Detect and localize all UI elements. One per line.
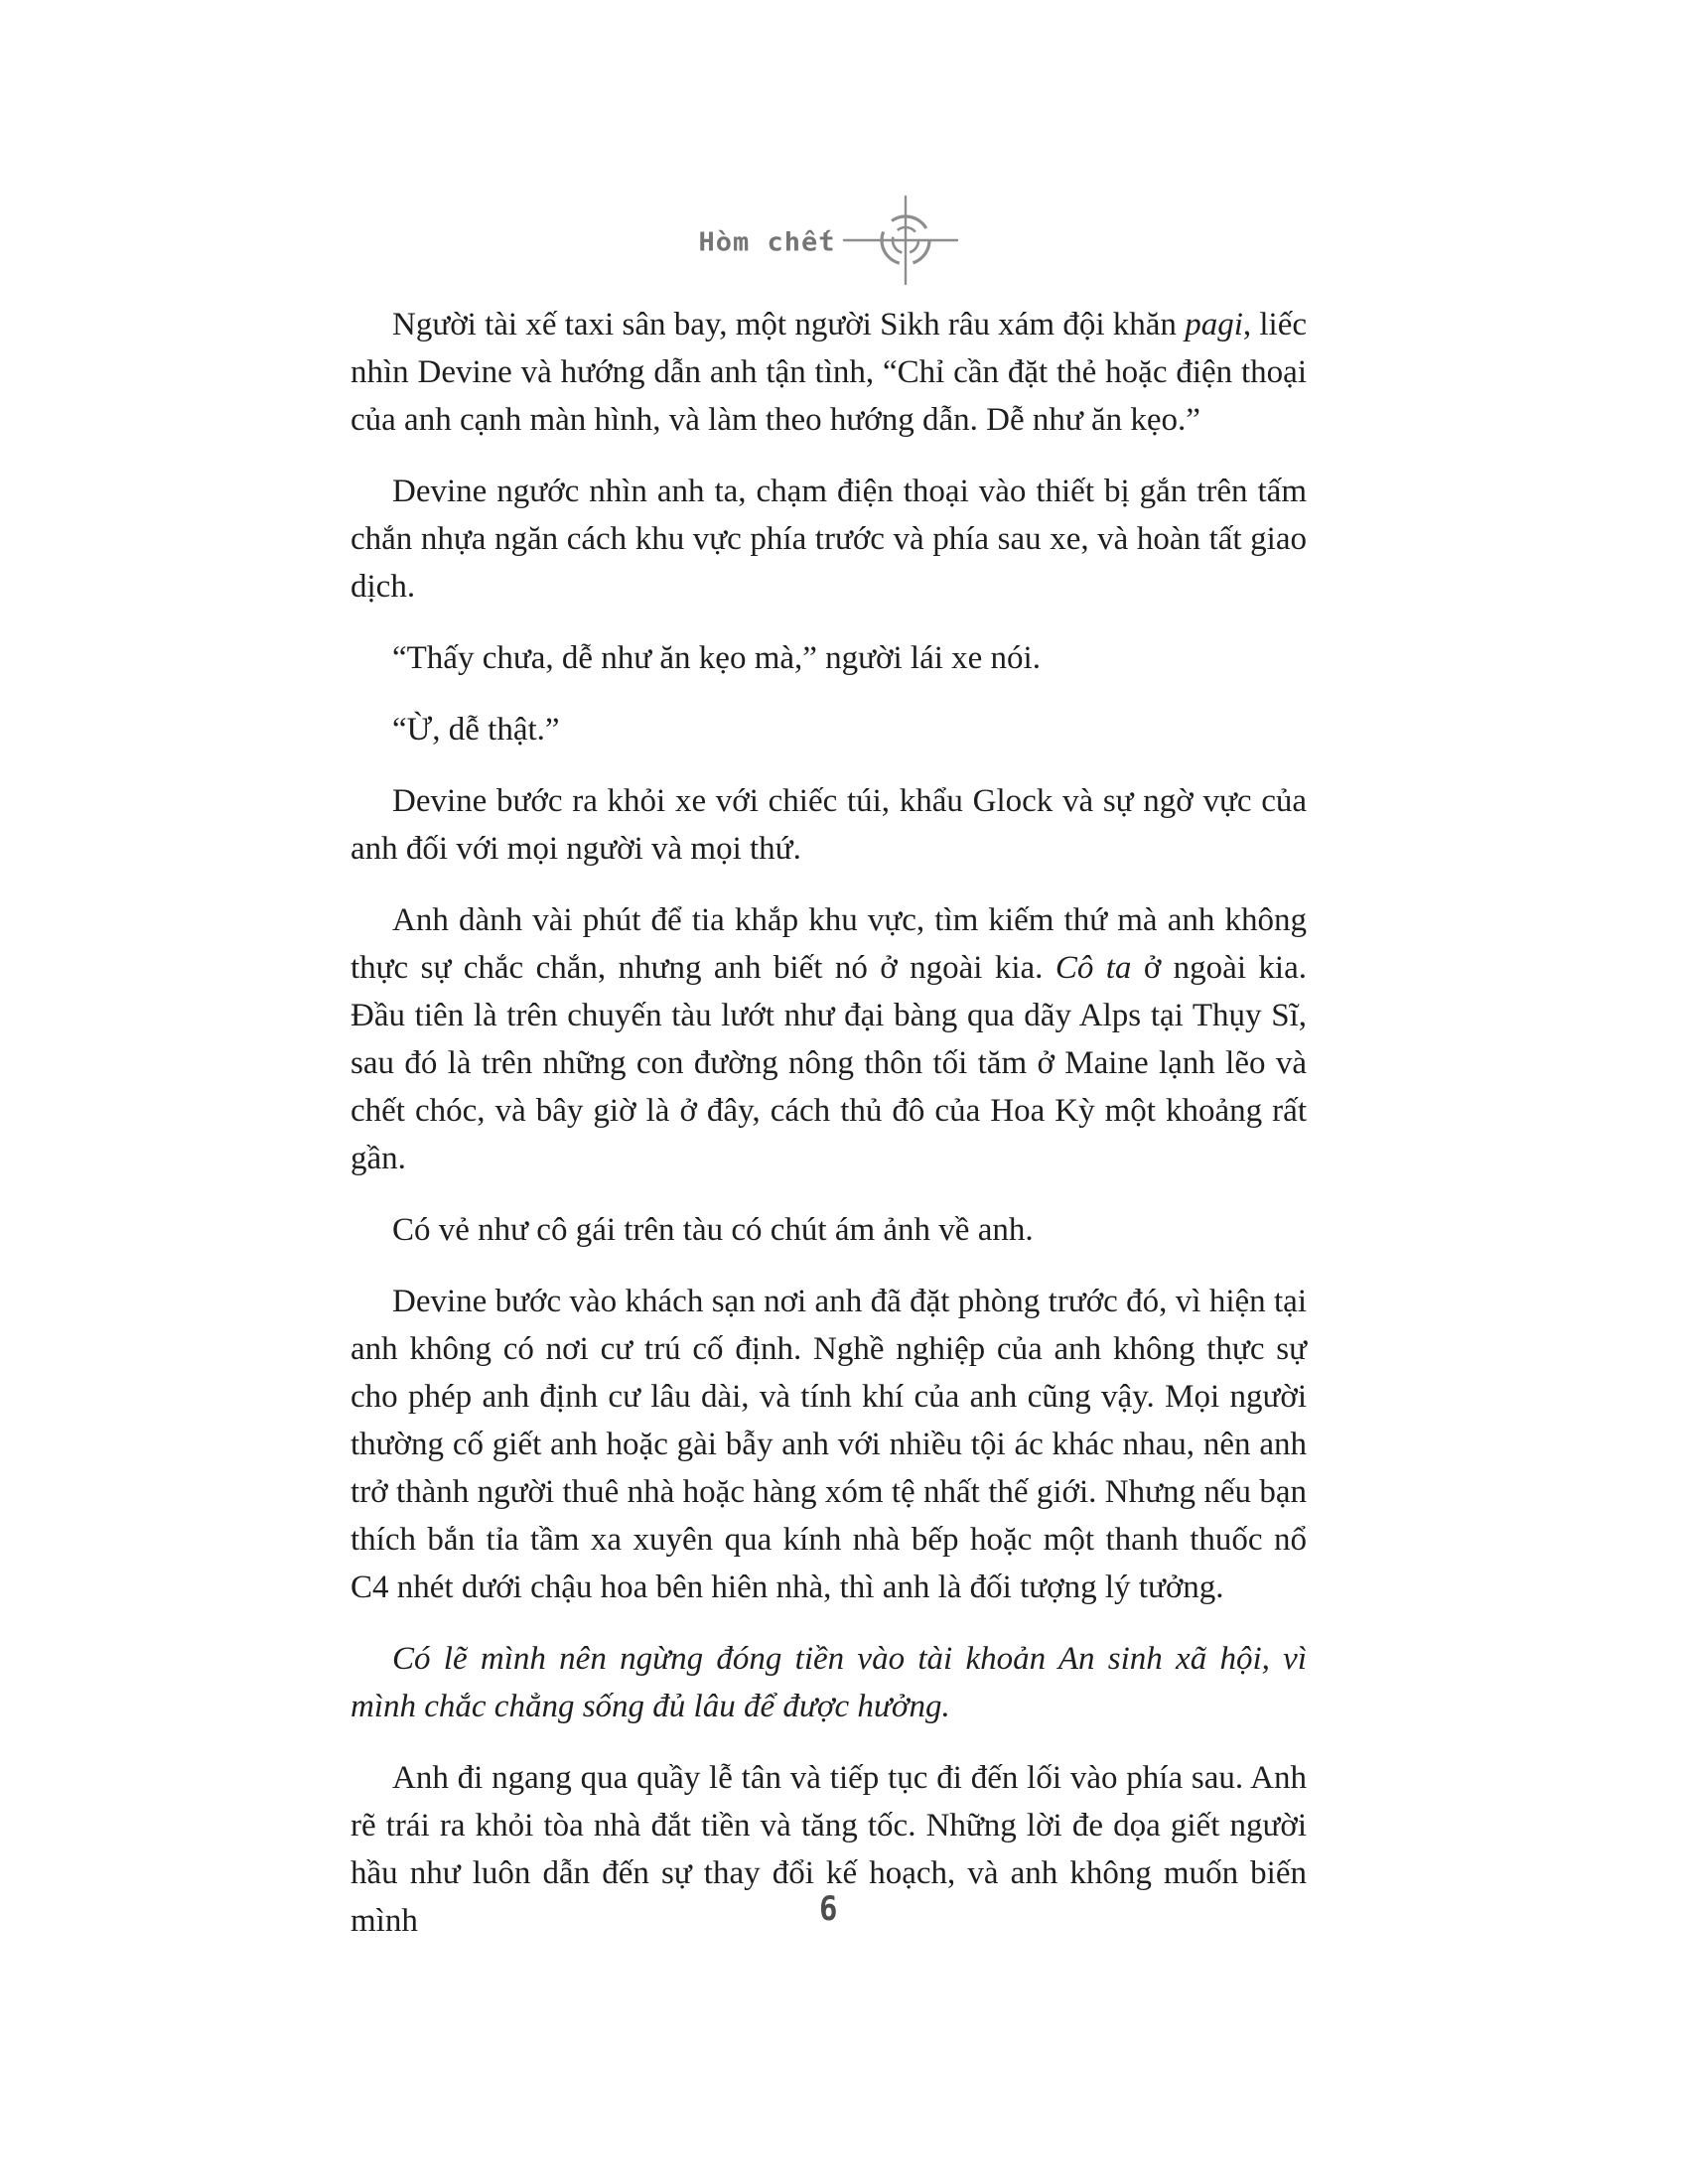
paragraph-8	[351, 1278, 1307, 1611]
text-segment: “Thấy chưa, dễ như ăn kẹo mà,” người lái xe nói.	[392, 640, 1041, 676]
text-segment: Anh dành vài phút để tia khắp khu vực, tìm kiếm thứ mà anh không thực sự chắc chắn, nhưng anh biết nó ở ngoài kia.	[351, 902, 1307, 986]
text-segment-italic: Có lẽ mình nên ngừng đóng tiền vào tài khoản An sinh xã hội, vì mình chắc chẳng sống đủ lâu để được hưởng.	[351, 1641, 1307, 1724]
page-number: 6	[819, 1889, 838, 1929]
running-header	[351, 195, 1307, 290]
text-segment-italic: Cô ta	[1055, 950, 1132, 986]
paragraph-7	[351, 1206, 1307, 1254]
text-segment-italic: pagi	[1185, 307, 1243, 342]
page-body	[351, 301, 1307, 1945]
paragraph-2	[351, 468, 1307, 611]
paragraph-3	[351, 634, 1307, 682]
paragraph-5	[351, 777, 1307, 873]
paragraph-9-inner-thought	[351, 1635, 1307, 1730]
paragraph-6	[351, 896, 1307, 1182]
text-segment: , liếc nhìn Devine và hướng dẫn anh tận tình, “Chỉ cần đặt thẻ hoặc điện thoại của anh cạnh màn hình, và làm theo hướng dẫn. Dễ như ăn kẹo.”	[351, 307, 1307, 438]
text-segment: Người tài xế taxi sân bay, một người Sikh râu xám đội khăn	[392, 307, 1186, 342]
paragraph-4	[351, 706, 1307, 753]
text-segment: Devine ngước nhìn anh ta, chạm điện thoại vào thiết bị gắn trên tấm chắn nhựa ngăn cách khu vực phía trước và phía sau xe, và hoàn tất giao dịch.	[351, 474, 1307, 605]
text-segment: Devine bước vào khách sạn nơi anh đã đặt phòng trước đó, vì hiện tại anh không có nơi cư trú cố định. Nghề nghiệp của anh không thực sự cho phép anh định cư lâu dài, và tính khí của anh cũng vậy. Mọi người thường cố giết anh hoặc gài bẫy anh với nhiều tội ác khác nhau, nên anh trở thành người thuê nhà hoặc hàng xóm tệ nhất thế giới. Nhưng nếu bạn thích bắn tỉa tầm xa xuyên qua kính nhà bếp hoặc một thanh thuốc nổ C4 nhét dưới chậu hoa bên hiên nhà, thì anh là đối tượng lý tưởng.	[351, 1284, 1307, 1605]
text-segment: Devine bước ra khỏi xe với chiếc túi, khẩu Glock và sự ngờ vực của anh đối với mọi người và mọi thứ.	[351, 783, 1307, 867]
page-footer	[351, 1889, 1307, 1929]
running-header-title: Hòm chết	[698, 227, 836, 257]
paragraph-1	[351, 301, 1307, 444]
text-segment: Anh đi ngang qua quầy lễ tân và tiếp tục đi đến lối vào phía sau. Anh rẽ trái ra khỏi tòa nhà đắt tiền và tăng tốc. Những lời đe dọa giết người hầu như luôn dẫn đến sự thay đổi kế hoạch, và anh không muốn biến mình	[351, 1760, 1307, 1939]
text-segment: “Ừ, dễ thật.”	[392, 712, 560, 748]
text-segment: ở ngoài kia. Đầu tiên là trên chuyến tàu lướt như đại bàng qua dãy Alps tại Thụy Sĩ, sau đó là trên những con đường nông thôn tối tăm ở Maine lạnh lẽo và chết chóc, và bây giờ là ở đây, cách thủ đô của Hoa Kỳ một khoảng rất gần.	[351, 950, 1307, 1176]
text-segment: Có vẻ như cô gái trên tàu có chút ám ảnh về anh.	[392, 1212, 1034, 1248]
crosshair-scope-icon	[842, 193, 959, 293]
